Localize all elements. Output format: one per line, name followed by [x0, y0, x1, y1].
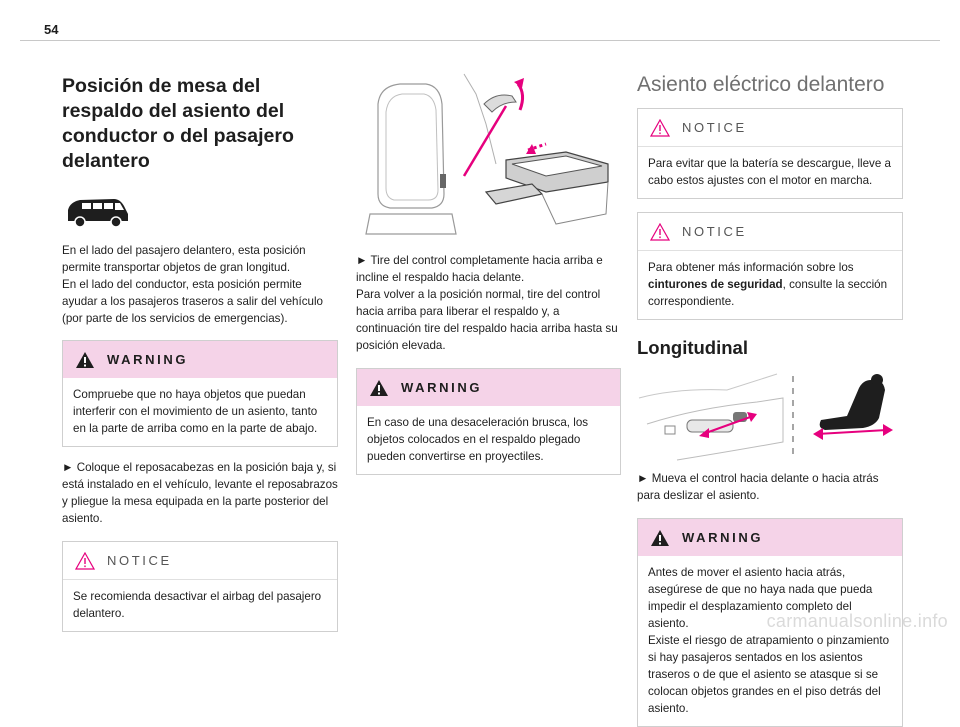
section-title: Posición de mesa del respaldo del asiento del conductor o del pasajero delantero [62, 75, 294, 172]
warning-text-2: Existe el riesgo de atrapamiento o pinzamiento si hay pasajeros sentados en los asientos traseros o de que el asiento se atasque si se colocan objetos grandes en el piso detrás del asiento. [648, 634, 890, 715]
notice-text: Para evitar que la batería se descargue, lleve a cabo estos ajustes con el motor en marcha. [648, 157, 891, 187]
notice-header [638, 213, 902, 250]
warning-header [357, 369, 620, 406]
seat-table-illustration [356, 64, 621, 244]
van-icon [62, 196, 338, 232]
notice-triangle-icon [650, 223, 670, 241]
warning-label: WARNING [107, 352, 189, 367]
warning-text: En caso de una desaceleración brusca, los objetos colocados en el respaldo plegado pueden convertirse en proyectiles. [367, 416, 589, 463]
watermark: carmanualsonline.info [766, 611, 948, 631]
notice-text-bold: cinturones de seguridad [648, 278, 783, 291]
step-text-2: Para volver a la posición normal, tire del control hacia arriba para liberar el respaldo y, a continuación tire del respaldo hacia arriba hasta su posición elevada. [356, 288, 618, 352]
warning-box [356, 368, 621, 475]
warning-header [638, 519, 902, 556]
notice-header [638, 109, 902, 146]
warning-text-1: Antes de mover el asiento hacia atrás, asegúrese de que no haya nada que pueda impedir el desplazamiento completo del asiento. [648, 566, 873, 630]
notice-text-start: Para obtener más información sobre los [648, 261, 854, 274]
step-text-1: ► Tire del control completamente hacia arriba e incline el respaldo hacia delante. [356, 254, 603, 284]
intro-paragraph-2: En el lado del conductor, esta posición permite ayudar a los pasajeros traseros a salir del vehículo (por parte de los servicios de emergencias). [62, 278, 323, 325]
warning-triangle-icon [650, 529, 670, 547]
notice-triangle-icon [75, 552, 95, 570]
notice-text-end: , consulte la sección correspondiente. [648, 278, 888, 308]
notice-box-1 [637, 108, 903, 199]
warning-box [62, 340, 338, 447]
column-2 [356, 60, 621, 475]
section-title: Asiento eléctrico delantero [637, 73, 885, 96]
notice-label: NOTICE [682, 120, 747, 135]
column-1 [62, 60, 338, 632]
page-number: 54 [44, 22, 59, 37]
warning-label: WARNING [682, 530, 764, 545]
warning-triangle-icon [369, 379, 389, 397]
notice-label: NOTICE [107, 553, 172, 568]
notice-header [63, 542, 337, 579]
notice-text [648, 259, 892, 310]
warning-text: Compruebe que no haya objetos que puedan interferir con el movimiento de un asiento, tanto en la parte de arriba como en la parte de abajo. [73, 388, 318, 435]
intro-paragraph-1: En el lado del pasajero delantero, esta posición permite transportar objetos de gran longitud. [62, 244, 306, 274]
step-text: ► Mueva el control hacia delante o hacia atrás para deslizar el asiento. [637, 472, 879, 502]
top-rule [20, 40, 940, 41]
subsection-title: Longitudinal [637, 337, 748, 358]
warning-header [63, 341, 337, 378]
longitudinal-illustration [637, 368, 903, 464]
notice-box [62, 541, 338, 632]
notice-text: Se recomienda desactivar el airbag del pasajero delantero. [73, 590, 322, 620]
warning-label: WARNING [401, 380, 483, 395]
notice-box-2 [637, 212, 903, 320]
warning-triangle-icon [75, 351, 95, 369]
step-text: ► Coloque el reposacabezas en la posición baja y, si está instalado en el vehículo, levante el reposabrazos y pliegue la mesa equipada en la parte posterior del asiento. [62, 461, 338, 525]
notice-triangle-icon [650, 119, 670, 137]
notice-label: NOTICE [682, 224, 747, 239]
